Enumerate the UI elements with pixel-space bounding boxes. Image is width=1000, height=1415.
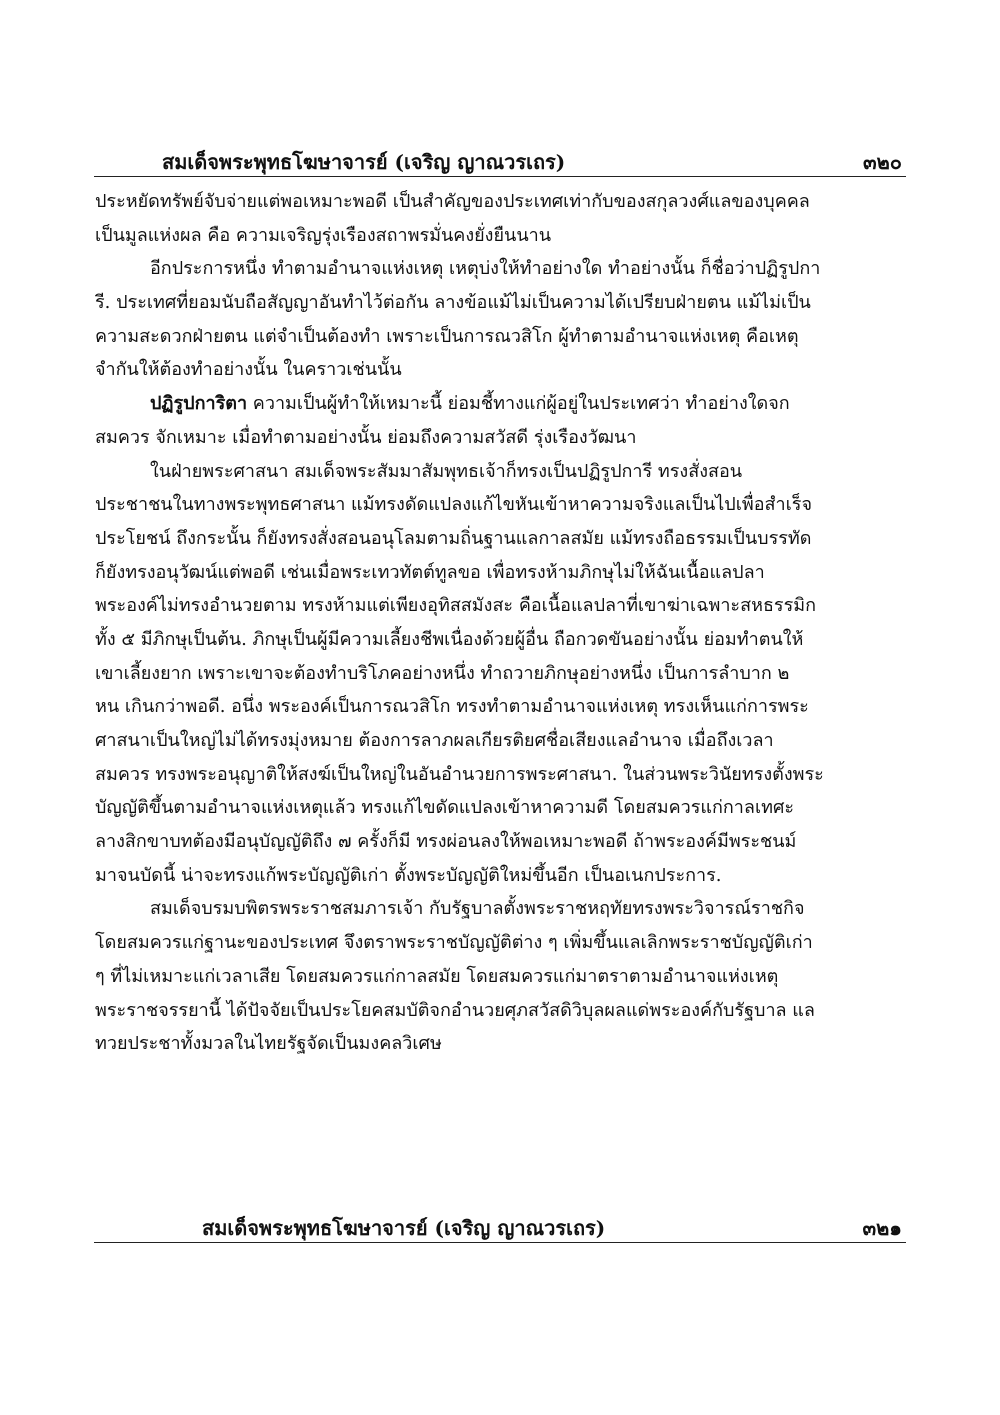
text-line: เขาเลี้ยงยาก เพราะเขาจะต้องทำบริโภคอย่างหนึ่ง ทำถวายภิกษุอย่างหนึ่ง เป็นการลำบาก ๒ xyxy=(95,662,790,684)
text-line: พระองค์ไม่ทรงอำนวยตาม ทรงห้ามแต่เพียงอุทิสสมังสะ คือเนื้อแลปลาที่เขาฆ่าเฉพาะสหธรรมิก xyxy=(95,595,817,617)
text-line: ทั้ง ๕ มีภิกษุเป็นต้น. ภิกษุเป็นผู้มีความเลี้ยงชีพเนื่องด้วยผู้อื่น ถือกวดขันอย่างนั้น ย่อมทำตนให้ xyxy=(95,628,804,650)
page-number: ๓๒๐ xyxy=(862,150,902,174)
text-line: บัญญัติขึ้นตามอำนาจแห่งเหตุแล้ว ทรงแก้ไขดัดแปลงเข้าหาความดี โดยสมควรแก่กาลเทศะ xyxy=(95,797,795,819)
page-header-320 xyxy=(94,146,906,177)
text-line: ๆ ที่ไม่เหมาะแก่เวลาเสีย โดยสมควรแก่กาลสมัย โดยสมควรแก่มาตราตามอำนาจแห่งเหตุ xyxy=(95,965,779,987)
text-line: ก็ยังทรงอนุวัฒน์แต่พอดี เช่นเมื่อพระเทวทัตต์ทูลขอ เพื่อทรงห้ามภิกษุไม่ให้ฉันเนื้อแลปลา xyxy=(95,561,765,583)
text-line: อีกประการหนึ่ง ทำตามอำนาจแห่งเหตุ เหตุบ่งให้ทำอย่างใด ทำอย่างนั้น ก็ชื่อว่าปฏิรูปกา xyxy=(150,258,821,280)
text-line: เป็นมูลแห่งผล คือ ความเจริญรุ่งเรืองสถาพรมั่นคงยั่งยืนนาน xyxy=(95,224,552,246)
text-line: ความสะดวกฝ่ายตน แต่จำเป็นต้องทำ เพราะเป็นการณวสิโก ผู้ทำตามอำนาจแห่งเหตุ คือเหตุ xyxy=(95,325,799,347)
text-line: สมควร จักเหมาะ เมื่อทำตามอย่างนั้น ย่อมถึงความสวัสดี รุ่งเรืองวัฒนา xyxy=(95,426,637,448)
text-line: ลางสิกขาบทต้องมีอนุบัญญัติถึง ๗ ครั้งก็มี ทรงผ่อนลงให้พอเหมาะพอดี ถ้าพระองค์มีพระชนม์ xyxy=(95,831,797,853)
text-line: หน เกินกว่าพอดี. อนึ่ง พระองค์เป็นการณวสิโก ทรงทำตามอำนาจแห่งเหตุ ทรงเห็นแก่การพระ xyxy=(95,696,809,718)
text-line: โดยสมควรแก่ฐานะของประเทศ จึงตราพระราชบัญญัติต่าง ๆ เพิ่มขึ้นแลเลิกพระราชบัญญัติเก่า xyxy=(95,932,813,954)
text-line: ประหยัดทรัพย์จับจ่ายแต่พอเหมาะพอดี เป็นสำคัญของประเทศเท่ากับของสกุลวงศ์แลของบุคคล xyxy=(95,191,810,212)
running-title: สมเด็จพระพุทธโฆษาจารย์ (เจริญ ญาณวรเถร) xyxy=(202,1216,606,1240)
text-line xyxy=(95,387,905,421)
text-line: สมเด็จบรมบพิตรพระราชสมภารเจ้า กับรัฐบาลตั้งพระราชหฤทัยทรงพระวิจารณ์ราชกิจ xyxy=(150,898,805,920)
text-line: พระราชจรรยานี้ ได้ปัจจัยเป็นประโยคสมบัติจกอำนวยศุภสวัสดิวิบุลผลแด่พระองค์กับรัฐบาล แล xyxy=(95,999,815,1021)
term-heading: ปฏิรูปการิตา xyxy=(150,393,248,415)
text-run: ความเป็นผู้ทำให้เหมาะนี้ ย่อมชี้ทางแก่ผู้อยู่ในประเทศว่า ทำอย่างใดจก xyxy=(247,393,790,415)
text-line: ทวยประชาทั้งมวลในไทยรัฐจัดเป็นมงคลวิเศษ xyxy=(95,1033,442,1055)
running-title: สมเด็จพระพุทธโฆษาจารย์ (เจริญ ญาณวรเถร) xyxy=(162,150,566,174)
text-line: ศาสนาเป็นใหญ่ไม่ได้ทรงมุ่งหมาย ต้องการลาภผลเกียรติยศชื่อเสียงแลอำนาจ เมื่อถึงเวลา xyxy=(95,730,774,751)
text-line: ในฝ่ายพระศาสนา สมเด็จพระสัมมาสัมพุทธเจ้าก็ทรงเป็นปฏิรูปการี ทรงสั่งสอน xyxy=(150,460,743,482)
page-header-321 xyxy=(94,1212,906,1243)
page-number: ๓๒๑ xyxy=(862,1216,902,1240)
body-text xyxy=(95,185,905,1061)
text-line: สมควร ทรงพระอนุญาติให้สงฆ์เป็นใหญ่ในอันอำนวยการพระศาสนา. ในส่วนพระวินัยทรงตั้งพระ xyxy=(95,763,824,785)
text-line: มาจนบัดนี้ น่าจะทรงแก้พระบัญญัติเก่า ตั้งพระบัญญัติใหม่ขึ้นอีก เป็นอเนกประการ. xyxy=(95,864,722,886)
text-line: จำกันให้ต้องทำอย่างนั้น ในคราวเช่นนั้น xyxy=(95,359,402,381)
text-line: ประโยชน์ ถึงกระนั้น ก็ยังทรงสั่งสอนอนุโลมตามถิ่นฐานแลกาลสมัย แม้ทรงถือธรรมเป็นบรรทัด xyxy=(95,527,812,549)
text-line: รี. ประเทศที่ยอมนับถือสัญญาอันทำไว้ต่อกัน ลางข้อแม้ไม่เป็นความได้เปรียบฝ่ายตน แม้ไม่เป็น xyxy=(95,292,811,314)
text-line: ประชาชนในทางพระพุทธศาสนา แม้ทรงดัดแปลงแก้ไขหันเข้าหาความจริงแลเป็นไปเพื่อสำเร็จ xyxy=(95,494,813,516)
